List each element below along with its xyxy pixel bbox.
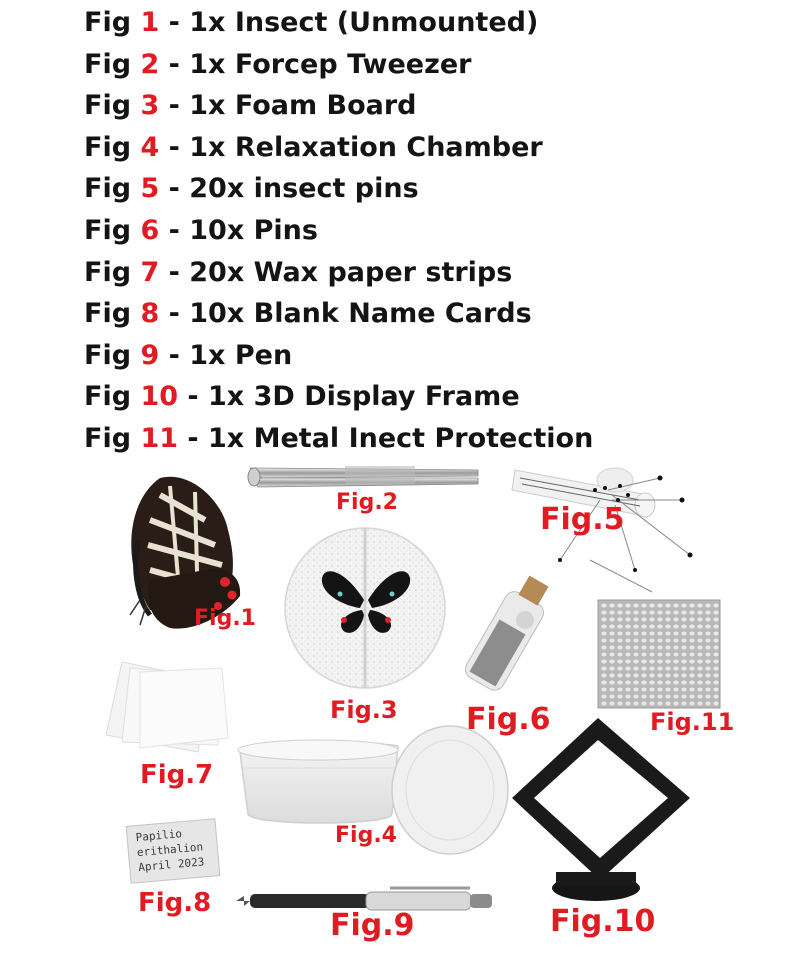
fig9-label: Fig.9 — [330, 908, 415, 943]
fig7-label: Fig.7 — [140, 760, 214, 790]
name-card — [126, 818, 221, 884]
fig4-label: Fig.4 — [335, 823, 397, 848]
metal-mesh-icon — [598, 600, 720, 708]
fig8-label: Fig.8 — [138, 888, 212, 918]
tweezer-icon — [248, 466, 478, 487]
list-item: Fig 5 - 20x insect pins — [84, 173, 419, 205]
list-item: Fig 3 - 1x Foam Board — [84, 90, 417, 122]
fig1-label: Fig.1 — [194, 606, 256, 631]
fig5-label: Fig.5 — [540, 502, 625, 537]
list-item: Fig 9 - 1x Pen — [84, 339, 293, 371]
list-item: Fig 11 - 1x Metal Inect Protection — [84, 422, 594, 454]
fig6-label: Fig.6 — [466, 702, 551, 737]
list-item: Fig 8 - 10x Blank Name Cards — [84, 298, 532, 330]
list-item: Fig 1 - 1x Insect (Unmounted) — [84, 7, 539, 38]
wax-paper-icon — [106, 662, 228, 752]
fig11-label: Fig.11 — [650, 708, 735, 736]
pen-icon — [236, 888, 492, 910]
name-card-line: Papilio — [135, 827, 183, 845]
fig3-label: Fig.3 — [330, 696, 398, 724]
list-item: Fig 6 - 10x Pins — [84, 214, 318, 246]
list-item: Fig 7 - 20x Wax paper strips — [84, 256, 513, 288]
fig10-label: Fig.10 — [550, 904, 656, 939]
list-item: Fig 4 - 1x Relaxation Chamber — [84, 131, 543, 163]
fig2-label: Fig.2 — [336, 490, 398, 515]
name-card-line: April 2023 — [137, 855, 205, 875]
display-frame-icon — [512, 718, 690, 901]
list-item: Fig 10 - 1x 3D Display Frame — [84, 381, 520, 413]
foam-board-icon — [285, 528, 445, 688]
pin-bottle-icon — [462, 571, 557, 694]
list-item: Fig 2 - 1x Forcep Tweezer — [84, 48, 472, 80]
name-card-line: erithalion — [136, 840, 204, 860]
